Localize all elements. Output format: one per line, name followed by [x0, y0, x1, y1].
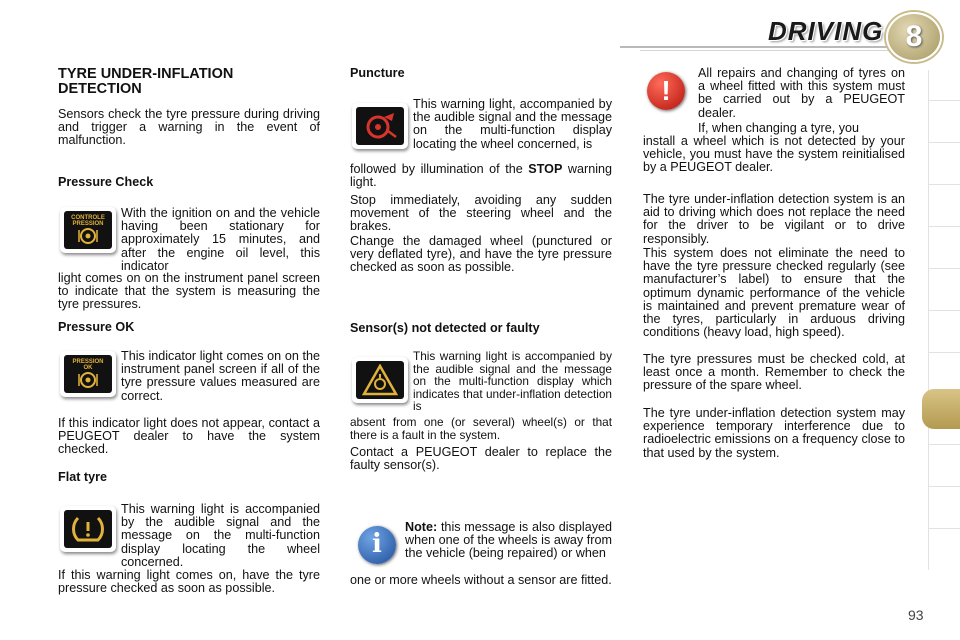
sensor-fault-text-cont: absent from one (or several) wheel(s) or that there is a fault in the system.: [350, 415, 612, 442]
chapter-tab[interactable]: [929, 268, 960, 269]
flat-tyre-heading: Flat tyre: [58, 470, 107, 484]
sensor-fault-text: This warning light is accompanied by the audible signal and the message on the multi-function display which indicates that under-inflation detection is: [413, 349, 612, 414]
sensor-glyph: [362, 364, 398, 396]
info-glyph: i: [372, 529, 382, 560]
pressure-ok-text: This indicator light comes on on the instrument panel screen if all of the tyre pressure values measured are correct.: [121, 349, 320, 403]
repairs-paragraph: All repairs and changing of tyres on a wheel fitted with this system must be carried out by a PEUGEOT dealer.: [698, 66, 905, 120]
icon-label: OK: [83, 365, 93, 371]
tyre-pressure-check-icon: [60, 207, 116, 253]
chapter-tab[interactable]: [929, 352, 960, 353]
flat-tyre-text-cont: If this warning light comes on, have the tyre pressure checked as soon as possible.: [58, 568, 320, 596]
puncture-glyph: [362, 111, 398, 141]
exclamation-warning-icon: [647, 72, 685, 110]
sensor-fault-icon: [352, 357, 408, 403]
changing-tyre-text: If, when changing a tyre, you: [698, 121, 860, 135]
note-label: Note:: [405, 520, 438, 534]
icon-label: PRESSION: [72, 221, 104, 227]
section-title-line: DETECTION: [58, 81, 142, 97]
pressure-check-text: With the ignition on and the vehicle having been stationary for approximately 15 minutes, and after the engine oil level, this indicator: [121, 206, 320, 273]
check-regularly-paragraph: This system does not eliminate the need to have the tyre pressure checked regularly (see manufacturer’s label) to ensure that the optimum dynamic performance of the vehicle is maintained and prevent premature wear of the tyres, particularly in arduous driving conditions (heavy load, high speed).: [643, 246, 905, 340]
chapter-tab-active[interactable]: [922, 389, 960, 429]
puncture-warning-icon: [352, 103, 408, 149]
puncture-text-post: warning light.: [350, 162, 613, 190]
tyre-glyph: [77, 371, 99, 389]
chapter-tab[interactable]: [929, 528, 960, 529]
puncture-text-pre: followed by illumination of the: [350, 162, 523, 176]
icon-label: PRESSION: [72, 358, 104, 365]
flat-tyre-glyph: [70, 514, 106, 544]
puncture-stop-paragraph: Stop immediately, avoiding any sudden movement of the steering wheel and the brakes.: [350, 193, 612, 234]
tyre-glyph: [77, 227, 99, 245]
page-number: 93: [908, 607, 924, 623]
chapter-tab[interactable]: [929, 184, 960, 185]
section-title: [58, 67, 233, 97]
chapter-tab[interactable]: [929, 444, 960, 445]
puncture-change-paragraph: Change the damaged wheel (punctured or very deflated tyre), and have the tyre pressure checked as soon as possible.: [350, 234, 612, 275]
tyre-pressure-ok-icon: [60, 351, 116, 397]
aid-paragraph: The tyre under-inflation detection system is an aid to driving which does not replace the need for the driver to be vigilant or to drive responsibly.: [643, 192, 905, 246]
header-rule-secondary: [640, 50, 900, 51]
info-icon: [358, 526, 396, 564]
chapter-tab[interactable]: [929, 142, 960, 143]
check-cold-paragraph: The tyre pressures must be checked cold, at least once a month. Remember to check the pressure of the spare wheel.: [643, 352, 905, 393]
sensor-fault-heading: Sensor(s) not detected or faulty: [350, 321, 540, 335]
note-text-cont: one or more wheels without a sensor are fitted.: [350, 573, 612, 587]
chapter-tab[interactable]: [929, 100, 960, 101]
chapter-title: DRIVING: [768, 16, 884, 46]
changing-tyre-text-cont: install a wheel which is not detected by your vehicle, you must have the system reinitialised by a PEUGEOT dealer.: [643, 134, 905, 175]
chapter-tab[interactable]: [929, 226, 960, 227]
note-text: [405, 521, 612, 561]
intro-paragraph: Sensors check the tyre pressure during driving and trigger a warning in the event of malfunction.: [58, 107, 320, 148]
pressure-ok-heading: Pressure OK: [58, 320, 135, 334]
stop-keyword: STOP: [528, 162, 563, 176]
chapter-tab[interactable]: [929, 310, 960, 311]
section-title-line: TYRE UNDER-INFLATION: [58, 66, 234, 82]
chapter-tab-strip: [928, 70, 960, 570]
icon-label: CONTROLE: [71, 214, 105, 221]
flat-tyre-text: This warning light is accompanied by the audible signal and the message on the multi-function display locating the wheel concerned.: [121, 502, 320, 569]
chapter-number-badge: 8: [886, 12, 942, 62]
flat-tyre-warning-icon: [60, 506, 116, 552]
chapter-tab[interactable]: [929, 486, 960, 487]
pressure-check-heading: Pressure Check: [58, 175, 154, 189]
pressure-check-text-cont: light comes on on the instrument panel screen to indicate that the system is measuring the tyre pressures.: [58, 271, 320, 312]
sensor-contact-paragraph: Contact a PEUGEOT dealer to replace the faulty sensor(s).: [350, 445, 612, 473]
puncture-text: This warning light, accompanied by the audible signal and the message on the multi-function display locating the wheel concerned, is: [413, 97, 612, 151]
pressure-ok-text-cont: If this indicator light does not appear, contact a PEUGEOT dealer to have the system checked.: [58, 416, 320, 457]
interference-paragraph: The tyre under-inflation detection system may experience temporary interference due to radioelectric emissions on a frequency close to that used by the system.: [643, 406, 905, 460]
exclamation-glyph: !: [661, 75, 671, 107]
puncture-text-cont: [350, 163, 612, 189]
puncture-heading: Puncture: [350, 66, 405, 80]
note-text-wrap: this message is also displayed when one of the wheels is away from the vehicle (being repaired) or when: [405, 520, 613, 561]
